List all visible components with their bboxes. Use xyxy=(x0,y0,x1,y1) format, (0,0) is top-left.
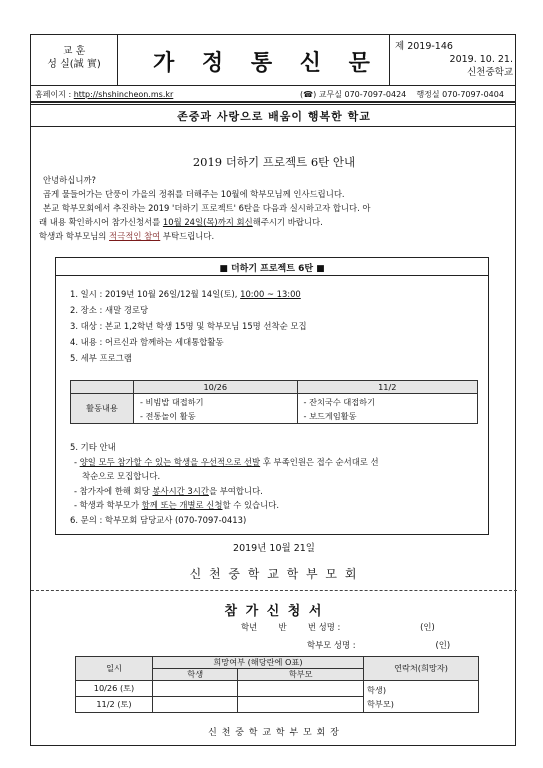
program-col-1026: 10/26 xyxy=(134,381,298,394)
item-time: 10:00 ~ 13:00 xyxy=(240,289,301,299)
homepage-label: 홈페이지 : xyxy=(35,90,72,99)
notice-body xyxy=(39,173,509,243)
etc-info xyxy=(70,440,480,527)
doc-date: 2019. 10. 21. xyxy=(449,54,513,65)
inquiry: 6. 문의 : 학부모회 담당교사 (070-7097-0413) xyxy=(70,514,247,525)
item-place: 2. 장소 : 새말 경로당 xyxy=(70,305,149,315)
contact-row xyxy=(35,89,513,100)
row-1102: 11/2 (토) xyxy=(76,697,153,713)
check-1102-parent[interactable] xyxy=(238,697,364,713)
paragraph-3: 학생과 학부모님의 적극적인 참여 부탁드립니다. xyxy=(39,231,215,241)
etc-item-3: - 학생과 학부모가 함께 또는 개별로 신청할 수 있습니다. xyxy=(74,500,279,510)
org-name: 신 천 중 학 교 학 부 모 회 xyxy=(189,567,359,581)
parent-name-line: 학부모 성명 : (인) xyxy=(307,640,451,650)
check-1102-student[interactable] xyxy=(153,697,238,713)
check-1026-parent[interactable] xyxy=(238,681,364,697)
sub-student: 학생 xyxy=(153,669,238,681)
contact-cell[interactable] xyxy=(364,681,479,713)
program-box xyxy=(55,257,489,535)
program-box-title: ■ 더하기 프로젝트 6탄 ■ xyxy=(219,264,325,274)
footer-date: 2019년 10월 21일 xyxy=(233,543,315,554)
activity-1026-b: - 전통놀이 활동 xyxy=(140,410,196,421)
school-slogan: 존중과 사랑으로 배움이 행복한 학교 xyxy=(177,110,371,123)
paragraph-2b: 래 내용 확인하시어 참가신청서를 10월 24일(목)까지 회신해주시기 바랍니다. xyxy=(39,217,323,227)
signature-line: 신 천 중 학 교 학 부 모 회 장 xyxy=(208,728,340,738)
school-name: 신천중학교 xyxy=(467,67,513,78)
contact-student: 학생) xyxy=(367,684,387,695)
phone-icon: (☎) xyxy=(300,90,317,99)
active-participation-text: 적극적인 참여 xyxy=(109,231,161,241)
paragraph-1: 곱게 물들어가는 단풍이 가을의 정취를 더해주는 10월에 학부모님께 인사드립니다. xyxy=(43,189,345,199)
admin-phone: 행정실 070-7097-0404 xyxy=(416,90,504,99)
cut-line xyxy=(31,590,517,591)
sub-parent: 학부모 xyxy=(238,669,364,681)
greeting: 안녕하십니까? xyxy=(43,175,96,185)
activity-1026-a: - 비빔밥 대접하기 xyxy=(140,396,204,407)
program-col-1102: 11/2 xyxy=(297,381,477,394)
etc-heading: 5. 기타 안내 xyxy=(70,442,116,452)
item-target: 3. 대상 : 본교 1,2학년 학생 15명 및 학부모님 15명 선착순 모집 xyxy=(70,321,307,331)
check-1026-student[interactable] xyxy=(153,681,238,697)
motto-box xyxy=(35,45,113,71)
row-1026: 10/26 (토) xyxy=(76,681,153,697)
etc-item-2: - 참가자에 한해 회당 봉사시간 3시간을 부여합니다. xyxy=(74,485,263,496)
activity-1102-b: - 보드게임활동 xyxy=(303,410,357,421)
program-table xyxy=(70,380,478,424)
homepage-link[interactable]: http://shshincheon.ms.kr xyxy=(73,90,174,99)
notice-heading: 2019 더하기 프로젝트 6탄 안내 xyxy=(192,155,356,169)
activity-label: 활동내용 xyxy=(71,394,134,424)
deadline-text: 10월 24일(목)까지 회신 xyxy=(162,217,253,227)
application-table xyxy=(75,656,479,713)
student-name-line: 학년 반 번 성명 : (인) xyxy=(241,622,435,632)
newsletter-page xyxy=(30,34,516,746)
activity-1102-a: - 잔치국수 대접하기 xyxy=(303,396,375,407)
program-details xyxy=(70,286,480,366)
item-content: 4. 내용 : 어르신과 함께하는 세대통합활동 xyxy=(70,337,224,347)
col-date: 일시 xyxy=(76,657,153,681)
application-title: 참 가 신 청 서 xyxy=(224,604,324,619)
item-date: 1. 일시 : 2019년 10월 26일/12월 14일(토), 10:00 ~ 13:00 xyxy=(70,289,301,299)
col-contact: 연락처(희망자) xyxy=(364,657,479,681)
office-phone: 교무실 070-7097-0424 xyxy=(318,90,407,99)
etc-item-1: - 양일 모두 참가할 수 있는 학생을 우선적으로 선발 후 부족인원은 접수 순서대로 선 xyxy=(74,456,379,467)
paragraph-2a: 본교 학부모회에서 추진하는 2019 '더하기 프로젝트' 6탄을 다음과 실시하고자 합니다. 아 xyxy=(43,203,371,213)
doc-info xyxy=(395,40,513,79)
col-hope: 희망여부 (해당란에 O표) xyxy=(153,657,364,669)
motto-label: 교 훈 xyxy=(62,46,86,57)
item-program: 5. 세부 프로그램 xyxy=(70,353,132,363)
motto-value: 성 실(誠 實) xyxy=(47,59,101,70)
doc-number: 제 2019-146 xyxy=(395,41,453,52)
newsletter-title: 가 정 통 신 문 xyxy=(153,51,380,76)
contact-parent: 학부모) xyxy=(367,698,394,709)
etc-item-1-cont: 착순으로 모집합니다. xyxy=(82,471,161,481)
